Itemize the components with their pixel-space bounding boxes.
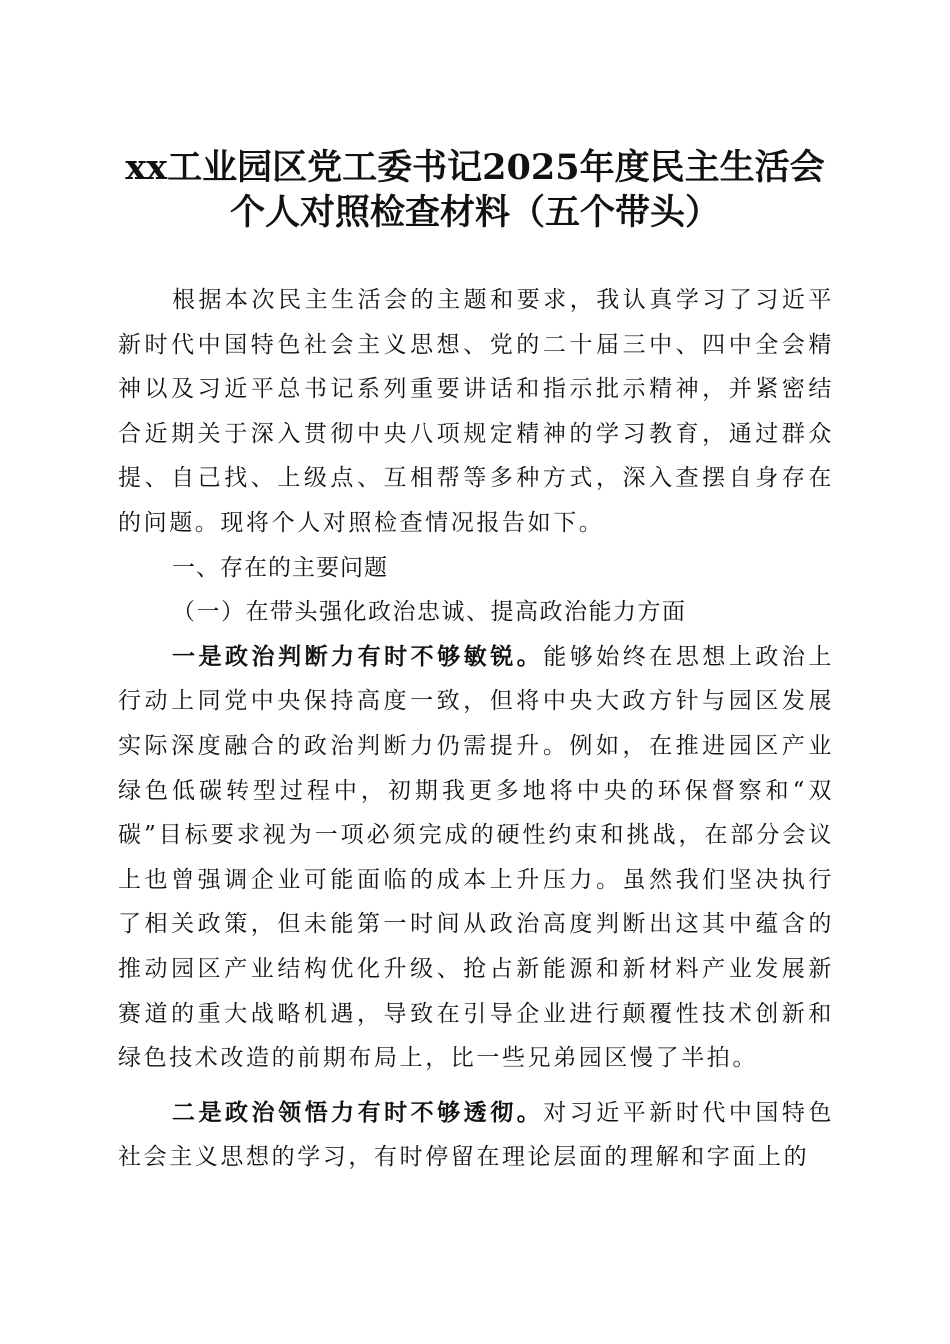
point-one-text: 能够始终在思想上政治上行动上同党中央保持高度一致，但将中央大政方针与园区发展实际深度融合的政治判断力仍需提升。例如，在推进园区产业绿色低碳转型过程中，初期我更多地将中央的环保督察和“双碳”目标要求视为一项必须完成的硬性约束和挑战，在部分会议上也曾强调企业可能面临的成本上升压力。虽然我们坚决执行了相关政策，但未能第一时间从政治高度判断出这其中蕴含的推动园区产业结构优化升级、抢占新能源和新材料产业发展新赛道的重大战略机遇，导致在引导企业进行颠覆性技术创新和绿色技术改造的前期布局上，比一些兄弟园区慢了半拍。: [118, 643, 834, 1072]
document-title-line-2: 个人对照检查材料（五个带头）: [229, 192, 720, 233]
section-heading: 一、存在的主要问题: [172, 554, 388, 581]
document-body: [118, 278, 834, 1180]
subsection-heading: （一）在带头强化政治忠诚、提高政治能力方面: [172, 599, 687, 626]
document-title-line-1: xx工业园区党工委书记2025年度民主生活会: [125, 147, 825, 188]
point-two-lead: 二是政治领悟力有时不够透彻。: [172, 1098, 544, 1126]
point-one-paragraph: [118, 635, 834, 1081]
point-one-lead: 一是政治判断力有时不够敏锐。: [172, 642, 544, 670]
point-two-text: 对习近平新时代中国特色社会主义思想的学习，有时停留在理论层面的理解和字面上的: [118, 1099, 834, 1171]
point-two-paragraph: [118, 1091, 834, 1180]
intro-paragraph: 根据本次民主生活会的主题和要求，我认真学习了习近平新时代中国特色社会主义思想、党的二十届三中、四中全会精神以及习近平总书记系列重要讲话和指示批示精神，并紧密结合近期关于深入贯彻中央八项规定精神的学习教育，通过群众提、自己找、上级点、互相帮等多种方式，深入查摆自身存在的问题。现将个人对照检查情况报告如下。: [118, 287, 834, 536]
